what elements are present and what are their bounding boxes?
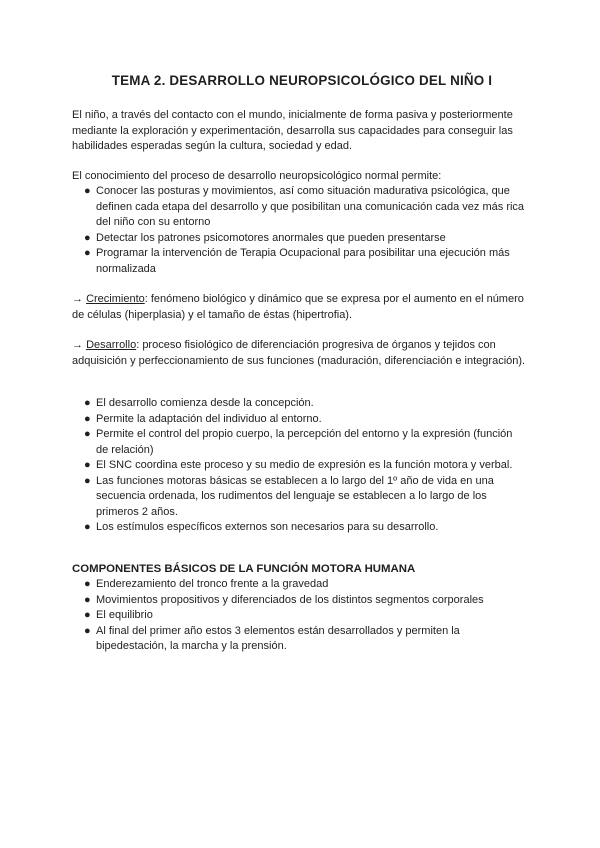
arrow-icon: →: [72, 293, 83, 305]
bullet-icon: ●: [84, 459, 91, 471]
list-item: [72, 474, 532, 521]
list-item-text: El equilibrio: [96, 609, 153, 621]
list-item-text: Movimientos propositivos y diferenciados de los distintos segmentos corporales: [96, 593, 484, 606]
definition-text: : fenómeno biológico y dinámico que se expresa por el aumento en el número de células (hiperplasia) y el tamaño de éstas (hipertrofia).: [72, 293, 524, 321]
page-title: TEMA 2. DESARROLLO NEUROPSICOLÓGICO DEL NIÑO I: [111, 73, 493, 88]
bullet-icon: ●: [84, 231, 91, 244]
desarrollo-list: [72, 396, 532, 536]
list-item-text: Las funciones motoras básicas se establecen a lo largo del 1º año de vida en una secuencia ordenada, los rudimentos del lenguaje se establecen a lo largo de los primeros 2 años.: [96, 474, 494, 518]
bullet-icon: ●: [84, 185, 91, 197]
bullet-icon: ●: [84, 474, 91, 487]
list-item-text: Programar la intervención de Terapia Ocupacional para posibilitar una ejecución más normalizada: [96, 247, 510, 275]
list-item-text: Enderezamiento del tronco frente a la gravedad: [96, 578, 329, 590]
bullet-icon: ●: [84, 593, 91, 606]
bullet-icon: ●: [84, 578, 91, 590]
intro-paragraph: El niño, a través del contacto con el mundo, inicialmente de forma pasiva y posteriormente mediante la exploración y experimentación, desarrolla sus capacidades para conseguir las habilidades esperadas según la cultura, sociedad y edad.: [72, 109, 513, 152]
list-item: [72, 412, 532, 428]
bullet-icon: ●: [84, 397, 91, 409]
componentes-list: [72, 577, 532, 655]
bullet-icon: ●: [84, 247, 91, 259]
conocimiento-lead: El conocimiento del proceso de desarrollo neuropsicológico normal permite:: [72, 170, 442, 182]
list-item-text: Al final del primer año estos 3 elementos están desarrollados y permiten la bipedestación, la marcha y la prensión.: [96, 624, 460, 652]
list-item-text: Permite el control del propio cuerpo, la percepción del entorno y la expresión (función de relación): [96, 428, 513, 456]
bullet-icon: ●: [84, 428, 91, 440]
definition-text: : proceso fisiológico de diferenciación progresiva de órganos y tejidos con adquisición y perfeccionamiento de sus funciones (maduración, diferenciación e integración).: [72, 339, 526, 367]
bullet-icon: ●: [84, 412, 91, 425]
list-item: [72, 577, 532, 593]
arrow-icon: →: [72, 339, 83, 351]
list-item-text: Los estímulos específicos externos son necesarios para su desarrollo.: [96, 521, 439, 533]
list-item-text: Permite la adaptación del individuo al entorno.: [96, 412, 322, 425]
list-item-text: Detectar los patrones psicomotores anormales que pueden presentarse: [96, 231, 446, 244]
list-item: [72, 427, 532, 458]
componentes-heading: COMPONENTES BÁSICOS DE LA FUNCIÓN MOTORA HUMANA: [72, 563, 416, 575]
desarrollo-definition: [72, 338, 532, 369]
term-desarrollo: Desarrollo: [86, 339, 137, 351]
list-item: [72, 231, 532, 247]
list-item: [72, 593, 532, 609]
bullet-icon: ●: [84, 609, 91, 621]
list-item: [72, 608, 532, 624]
bullet-icon: ●: [84, 624, 91, 637]
crecimiento-definition: [72, 292, 532, 323]
list-item: [72, 396, 532, 412]
list-item-text: El desarrollo comienza desde la concepción.: [96, 397, 314, 409]
list-item-text: Conocer las posturas y movimientos, así como situación madurativa psicológica, que definen cada etapa del desarrollo y que posibilitan una comunicación cada vez más rica del niño con su entorno: [96, 185, 525, 228]
bullet-icon: ●: [84, 521, 91, 533]
list-item: [72, 458, 532, 474]
list-item: [72, 520, 532, 536]
conocimiento-list: [72, 184, 532, 277]
term-crecimiento: Crecimiento: [86, 293, 145, 305]
list-item: [72, 184, 532, 231]
list-item: [72, 624, 532, 655]
list-item: [72, 246, 532, 277]
list-item-text: El SNC coordina este proceso y su medio de expresión es la función motora y verbal.: [96, 459, 513, 471]
